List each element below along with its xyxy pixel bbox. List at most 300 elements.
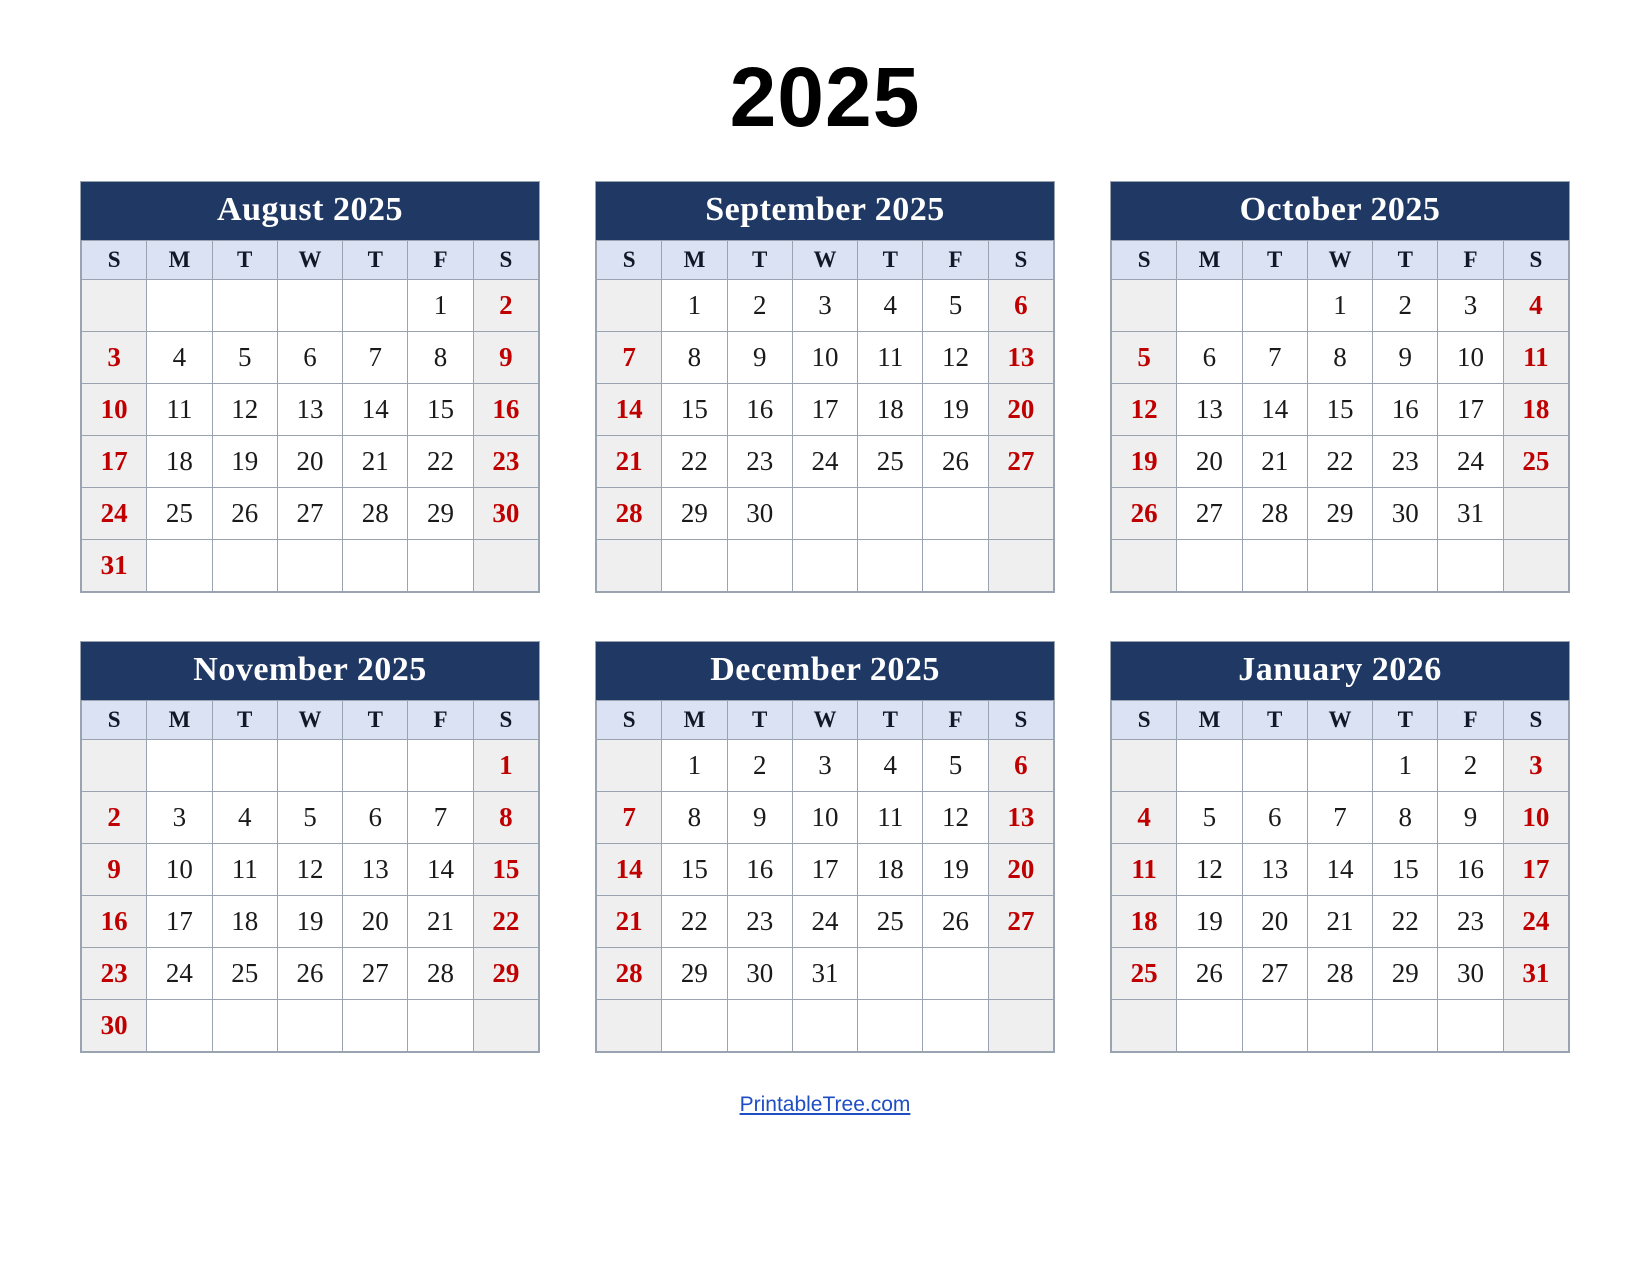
day-cell[interactable]: 11 xyxy=(858,332,923,384)
weekday-header: S xyxy=(82,241,147,280)
day-cell[interactable]: 5 xyxy=(212,332,277,384)
day-cell[interactable]: 22 xyxy=(1307,436,1372,488)
day-cell[interactable]: 30 xyxy=(473,488,538,540)
day-cell-empty xyxy=(923,948,988,1000)
week-row xyxy=(1112,896,1569,948)
day-cell[interactable]: 16 xyxy=(82,896,147,948)
day-cell[interactable]: 18 xyxy=(858,844,923,896)
day-cell[interactable]: 3 xyxy=(1503,740,1568,792)
day-cell[interactable]: 2 xyxy=(1373,280,1438,332)
day-cell[interactable]: 22 xyxy=(662,436,727,488)
day-cell[interactable]: 2 xyxy=(82,792,147,844)
day-cell[interactable]: 6 xyxy=(1177,332,1242,384)
week-row xyxy=(597,844,1054,896)
day-cell-empty xyxy=(1112,280,1177,332)
day-cell[interactable]: 9 xyxy=(727,792,792,844)
day-cell[interactable]: 28 xyxy=(408,948,473,1000)
day-cell[interactable]: 24 xyxy=(792,436,857,488)
weekday-header: T xyxy=(727,701,792,740)
day-cell[interactable]: 29 xyxy=(662,948,727,1000)
day-cell-empty xyxy=(1177,740,1242,792)
day-cell[interactable]: 20 xyxy=(988,384,1053,436)
day-cell[interactable]: 26 xyxy=(1177,948,1242,1000)
day-cell[interactable]: 8 xyxy=(1307,332,1372,384)
day-cell[interactable]: 24 xyxy=(1438,436,1503,488)
day-cell[interactable]: 26 xyxy=(277,948,342,1000)
day-cell[interactable]: 9 xyxy=(1438,792,1503,844)
month-table xyxy=(596,700,1054,1052)
day-cell-empty xyxy=(858,488,923,540)
day-cell[interactable]: 17 xyxy=(147,896,212,948)
day-cell-empty xyxy=(923,1000,988,1052)
day-cell-empty xyxy=(147,540,212,592)
day-cell[interactable]: 20 xyxy=(1242,896,1307,948)
day-cell[interactable]: 7 xyxy=(1242,332,1307,384)
day-cell[interactable]: 23 xyxy=(727,896,792,948)
day-cell[interactable]: 14 xyxy=(1242,384,1307,436)
day-cell[interactable]: 28 xyxy=(597,488,662,540)
day-cell[interactable]: 14 xyxy=(597,844,662,896)
weekday-header: T xyxy=(1373,241,1438,280)
day-cell[interactable]: 29 xyxy=(1307,488,1372,540)
day-cell[interactable]: 25 xyxy=(858,896,923,948)
day-cell-empty xyxy=(277,540,342,592)
weekday-header: S xyxy=(1503,241,1568,280)
day-cell[interactable]: 18 xyxy=(858,384,923,436)
month-table xyxy=(1111,700,1569,1052)
weekday-header-row xyxy=(597,241,1054,280)
day-cell[interactable]: 10 xyxy=(1438,332,1503,384)
day-cell[interactable]: 27 xyxy=(277,488,342,540)
weekday-header: T xyxy=(727,241,792,280)
day-cell[interactable]: 30 xyxy=(727,948,792,1000)
day-cell[interactable]: 19 xyxy=(277,896,342,948)
day-cell[interactable]: 14 xyxy=(1307,844,1372,896)
day-cell[interactable]: 1 xyxy=(1307,280,1372,332)
day-cell[interactable]: 6 xyxy=(1242,792,1307,844)
day-cell[interactable]: 5 xyxy=(923,740,988,792)
day-cell-empty xyxy=(1438,540,1503,592)
day-cell[interactable]: 10 xyxy=(792,332,857,384)
day-cell[interactable]: 11 xyxy=(1503,332,1568,384)
day-cell[interactable]: 4 xyxy=(212,792,277,844)
day-cell[interactable]: 20 xyxy=(988,844,1053,896)
day-cell-empty xyxy=(212,740,277,792)
week-row xyxy=(82,740,539,792)
day-cell[interactable]: 17 xyxy=(792,384,857,436)
weekday-header: F xyxy=(923,241,988,280)
weekday-header: W xyxy=(792,241,857,280)
week-row xyxy=(82,436,539,488)
day-cell[interactable]: 11 xyxy=(212,844,277,896)
day-cell[interactable]: 31 xyxy=(1503,948,1568,1000)
day-cell-empty xyxy=(727,540,792,592)
day-cell[interactable]: 1 xyxy=(662,740,727,792)
day-cell[interactable]: 1 xyxy=(1373,740,1438,792)
months-grid xyxy=(80,181,1570,1053)
day-cell[interactable]: 29 xyxy=(662,488,727,540)
day-cell[interactable]: 10 xyxy=(792,792,857,844)
day-cell[interactable]: 13 xyxy=(988,332,1053,384)
day-cell[interactable]: 18 xyxy=(1503,384,1568,436)
day-cell[interactable]: 26 xyxy=(212,488,277,540)
day-cell[interactable]: 25 xyxy=(212,948,277,1000)
day-cell[interactable]: 12 xyxy=(1112,384,1177,436)
day-cell-empty xyxy=(988,1000,1053,1052)
day-cell[interactable]: 17 xyxy=(1503,844,1568,896)
day-cell[interactable]: 12 xyxy=(923,792,988,844)
day-cell[interactable]: 13 xyxy=(1177,384,1242,436)
day-cell[interactable]: 22 xyxy=(408,436,473,488)
weekday-header: M xyxy=(1177,241,1242,280)
weekday-header: M xyxy=(147,701,212,740)
week-row xyxy=(1112,540,1569,592)
day-cell[interactable]: 18 xyxy=(212,896,277,948)
month-title: September 2025 xyxy=(596,182,1054,240)
day-cell[interactable]: 11 xyxy=(1112,844,1177,896)
day-cell[interactable]: 16 xyxy=(727,384,792,436)
weekday-header: T xyxy=(343,241,408,280)
week-row xyxy=(597,1000,1054,1052)
day-cell[interactable]: 18 xyxy=(147,436,212,488)
day-cell[interactable]: 15 xyxy=(408,384,473,436)
weekday-header: W xyxy=(1307,241,1372,280)
week-row xyxy=(1112,488,1569,540)
week-row xyxy=(597,436,1054,488)
day-cell[interactable]: 1 xyxy=(662,280,727,332)
week-row xyxy=(597,896,1054,948)
day-cell[interactable]: 29 xyxy=(1373,948,1438,1000)
day-cell[interactable]: 20 xyxy=(343,896,408,948)
day-cell[interactable]: 18 xyxy=(1112,896,1177,948)
day-cell[interactable]: 24 xyxy=(82,488,147,540)
weekday-header-row xyxy=(82,701,539,740)
day-cell[interactable]: 1 xyxy=(473,740,538,792)
day-cell-empty xyxy=(408,1000,473,1052)
day-cell[interactable]: 29 xyxy=(408,488,473,540)
day-cell[interactable]: 4 xyxy=(147,332,212,384)
weekday-header: T xyxy=(343,701,408,740)
day-cell[interactable]: 23 xyxy=(473,436,538,488)
month-block xyxy=(1110,181,1570,593)
week-row xyxy=(597,488,1054,540)
day-cell-empty xyxy=(343,740,408,792)
day-cell[interactable]: 3 xyxy=(792,740,857,792)
day-cell[interactable]: 13 xyxy=(988,792,1053,844)
week-row xyxy=(1112,740,1569,792)
day-cell[interactable]: 8 xyxy=(408,332,473,384)
day-cell[interactable]: 8 xyxy=(662,792,727,844)
day-cell[interactable]: 19 xyxy=(1177,896,1242,948)
day-cell[interactable]: 9 xyxy=(473,332,538,384)
day-cell-empty xyxy=(858,948,923,1000)
day-cell[interactable]: 27 xyxy=(1177,488,1242,540)
weekday-header: S xyxy=(988,701,1053,740)
day-cell-empty xyxy=(792,540,857,592)
day-cell[interactable]: 13 xyxy=(343,844,408,896)
day-cell-empty xyxy=(727,1000,792,1052)
day-cell[interactable]: 7 xyxy=(1307,792,1372,844)
day-cell[interactable]: 11 xyxy=(858,792,923,844)
day-cell-empty xyxy=(147,1000,212,1052)
weekday-header: F xyxy=(1438,241,1503,280)
day-cell-empty xyxy=(408,740,473,792)
day-cell[interactable]: 28 xyxy=(597,948,662,1000)
day-cell[interactable]: 9 xyxy=(82,844,147,896)
day-cell[interactable]: 26 xyxy=(923,896,988,948)
day-cell[interactable]: 5 xyxy=(277,792,342,844)
day-cell[interactable]: 19 xyxy=(1112,436,1177,488)
day-cell[interactable]: 15 xyxy=(1307,384,1372,436)
weekday-header: S xyxy=(988,241,1053,280)
day-cell[interactable]: 6 xyxy=(277,332,342,384)
day-cell[interactable]: 4 xyxy=(1503,280,1568,332)
month-table xyxy=(596,240,1054,592)
day-cell[interactable]: 19 xyxy=(212,436,277,488)
day-cell[interactable]: 15 xyxy=(1373,844,1438,896)
day-cell[interactable]: 21 xyxy=(597,436,662,488)
weekday-header: S xyxy=(597,701,662,740)
day-cell[interactable]: 23 xyxy=(727,436,792,488)
week-row xyxy=(82,384,539,436)
day-cell[interactable]: 31 xyxy=(82,540,147,592)
footer xyxy=(740,1093,911,1117)
day-cell[interactable]: 21 xyxy=(597,896,662,948)
day-cell-empty xyxy=(1242,280,1307,332)
day-cell[interactable]: 25 xyxy=(1112,948,1177,1000)
day-cell-empty xyxy=(1503,540,1568,592)
day-cell[interactable]: 3 xyxy=(1438,280,1503,332)
day-cell[interactable]: 20 xyxy=(1177,436,1242,488)
day-cell[interactable]: 17 xyxy=(82,436,147,488)
day-cell-empty xyxy=(923,540,988,592)
week-row xyxy=(1112,792,1569,844)
day-cell[interactable]: 9 xyxy=(727,332,792,384)
day-cell-empty xyxy=(1307,1000,1372,1052)
week-row xyxy=(82,332,539,384)
day-cell[interactable]: 15 xyxy=(473,844,538,896)
day-cell[interactable]: 12 xyxy=(923,332,988,384)
day-cell[interactable]: 7 xyxy=(597,332,662,384)
day-cell[interactable]: 12 xyxy=(277,844,342,896)
weekday-header-row xyxy=(82,241,539,280)
week-row xyxy=(82,948,539,1000)
day-cell[interactable]: 7 xyxy=(343,332,408,384)
day-cell-empty xyxy=(1242,1000,1307,1052)
weekday-header: S xyxy=(473,241,538,280)
day-cell[interactable]: 16 xyxy=(727,844,792,896)
day-cell[interactable]: 30 xyxy=(1373,488,1438,540)
day-cell[interactable]: 16 xyxy=(1438,844,1503,896)
day-cell-empty xyxy=(1112,1000,1177,1052)
day-cell-empty xyxy=(212,1000,277,1052)
day-cell[interactable]: 15 xyxy=(662,384,727,436)
day-cell[interactable]: 16 xyxy=(1373,384,1438,436)
week-row xyxy=(1112,948,1569,1000)
day-cell[interactable]: 7 xyxy=(597,792,662,844)
day-cell[interactable]: 2 xyxy=(727,280,792,332)
day-cell[interactable]: 26 xyxy=(923,436,988,488)
day-cell[interactable]: 27 xyxy=(1242,948,1307,1000)
weekday-header: S xyxy=(1112,241,1177,280)
day-cell[interactable]: 22 xyxy=(662,896,727,948)
day-cell[interactable]: 8 xyxy=(473,792,538,844)
weekday-header: S xyxy=(597,241,662,280)
day-cell[interactable]: 17 xyxy=(1438,384,1503,436)
weekday-header: M xyxy=(147,241,212,280)
week-row xyxy=(1112,436,1569,488)
day-cell-empty xyxy=(858,1000,923,1052)
day-cell[interactable]: 28 xyxy=(1242,488,1307,540)
day-cell[interactable]: 13 xyxy=(277,384,342,436)
printabletree-link[interactable]: PrintableTree.com xyxy=(739,1093,911,1116)
day-cell[interactable]: 21 xyxy=(343,436,408,488)
month-table xyxy=(1111,240,1569,592)
day-cell[interactable]: 27 xyxy=(988,896,1053,948)
day-cell[interactable]: 30 xyxy=(82,1000,147,1052)
day-cell-empty xyxy=(1112,540,1177,592)
day-cell[interactable]: 24 xyxy=(147,948,212,1000)
day-cell-empty xyxy=(1177,1000,1242,1052)
day-cell[interactable]: 12 xyxy=(212,384,277,436)
weekday-header: F xyxy=(1438,701,1503,740)
weekday-header: T xyxy=(1242,241,1307,280)
day-cell[interactable]: 6 xyxy=(988,740,1053,792)
day-cell[interactable]: 5 xyxy=(1177,792,1242,844)
day-cell[interactable]: 22 xyxy=(1373,896,1438,948)
day-cell[interactable]: 14 xyxy=(343,384,408,436)
day-cell[interactable]: 19 xyxy=(923,384,988,436)
day-cell-empty xyxy=(1438,1000,1503,1052)
day-cell[interactable]: 2 xyxy=(1438,740,1503,792)
weekday-header: M xyxy=(662,701,727,740)
weekday-header: F xyxy=(408,241,473,280)
day-cell[interactable]: 3 xyxy=(147,792,212,844)
day-cell[interactable]: 21 xyxy=(408,896,473,948)
day-cell[interactable]: 23 xyxy=(1373,436,1438,488)
day-cell[interactable]: 11 xyxy=(147,384,212,436)
day-cell-empty xyxy=(1177,280,1242,332)
day-cell[interactable]: 10 xyxy=(82,384,147,436)
day-cell[interactable]: 13 xyxy=(1242,844,1307,896)
week-row xyxy=(82,1000,539,1052)
day-cell-empty xyxy=(792,1000,857,1052)
day-cell-empty xyxy=(277,280,342,332)
day-cell-empty xyxy=(1242,540,1307,592)
day-cell[interactable]: 28 xyxy=(1307,948,1372,1000)
day-cell[interactable]: 10 xyxy=(147,844,212,896)
day-cell[interactable]: 23 xyxy=(1438,896,1503,948)
day-cell[interactable]: 30 xyxy=(1438,948,1503,1000)
day-cell[interactable]: 5 xyxy=(1112,332,1177,384)
day-cell-empty xyxy=(1242,740,1307,792)
week-row xyxy=(597,792,1054,844)
day-cell[interactable]: 6 xyxy=(988,280,1053,332)
day-cell[interactable]: 12 xyxy=(1177,844,1242,896)
day-cell-empty xyxy=(1307,740,1372,792)
day-cell[interactable]: 14 xyxy=(597,384,662,436)
day-cell[interactable]: 24 xyxy=(1503,896,1568,948)
day-cell[interactable]: 31 xyxy=(792,948,857,1000)
week-row xyxy=(597,332,1054,384)
day-cell[interactable]: 25 xyxy=(147,488,212,540)
day-cell[interactable]: 25 xyxy=(1503,436,1568,488)
day-cell[interactable]: 31 xyxy=(1438,488,1503,540)
day-cell[interactable]: 26 xyxy=(1112,488,1177,540)
weekday-header: T xyxy=(1242,701,1307,740)
weekday-header: T xyxy=(858,701,923,740)
day-cell[interactable]: 5 xyxy=(923,280,988,332)
day-cell-empty xyxy=(1503,488,1568,540)
weekday-header: T xyxy=(1373,701,1438,740)
day-cell[interactable]: 3 xyxy=(792,280,857,332)
day-cell[interactable]: 19 xyxy=(923,844,988,896)
day-cell[interactable]: 21 xyxy=(1242,436,1307,488)
day-cell[interactable]: 25 xyxy=(858,436,923,488)
day-cell[interactable]: 3 xyxy=(82,332,147,384)
day-cell[interactable]: 10 xyxy=(1503,792,1568,844)
day-cell[interactable]: 23 xyxy=(82,948,147,1000)
day-cell[interactable]: 4 xyxy=(1112,792,1177,844)
month-title: December 2025 xyxy=(596,642,1054,700)
weekday-header: F xyxy=(408,701,473,740)
day-cell[interactable]: 24 xyxy=(792,896,857,948)
month-title: January 2026 xyxy=(1111,642,1569,700)
day-cell[interactable]: 6 xyxy=(343,792,408,844)
day-cell[interactable]: 22 xyxy=(473,896,538,948)
day-cell[interactable]: 28 xyxy=(343,488,408,540)
weekday-header: F xyxy=(923,701,988,740)
day-cell[interactable]: 15 xyxy=(662,844,727,896)
day-cell[interactable]: 1 xyxy=(408,280,473,332)
day-cell[interactable]: 16 xyxy=(473,384,538,436)
day-cell[interactable]: 4 xyxy=(858,740,923,792)
day-cell[interactable]: 30 xyxy=(727,488,792,540)
day-cell-empty xyxy=(1373,540,1438,592)
day-cell[interactable]: 21 xyxy=(1307,896,1372,948)
month-block xyxy=(80,181,540,593)
day-cell[interactable]: 14 xyxy=(408,844,473,896)
day-cell-empty xyxy=(597,280,662,332)
week-row xyxy=(82,844,539,896)
day-cell-empty xyxy=(662,1000,727,1052)
day-cell[interactable]: 7 xyxy=(408,792,473,844)
weekday-header: W xyxy=(277,241,342,280)
day-cell-empty xyxy=(988,488,1053,540)
day-cell-empty xyxy=(82,280,147,332)
day-cell[interactable]: 29 xyxy=(473,948,538,1000)
week-row xyxy=(82,540,539,592)
day-cell[interactable]: 17 xyxy=(792,844,857,896)
weekday-header-row xyxy=(1112,701,1569,740)
weekday-header: S xyxy=(1503,701,1568,740)
day-cell[interactable]: 9 xyxy=(1373,332,1438,384)
day-cell-empty xyxy=(343,1000,408,1052)
month-table xyxy=(81,240,539,592)
month-block xyxy=(80,641,540,1053)
weekday-header: W xyxy=(792,701,857,740)
day-cell[interactable]: 8 xyxy=(662,332,727,384)
day-cell[interactable]: 8 xyxy=(1373,792,1438,844)
day-cell[interactable]: 27 xyxy=(988,436,1053,488)
day-cell[interactable]: 2 xyxy=(473,280,538,332)
day-cell[interactable]: 20 xyxy=(277,436,342,488)
day-cell[interactable]: 2 xyxy=(727,740,792,792)
day-cell-empty xyxy=(343,280,408,332)
day-cell[interactable]: 4 xyxy=(858,280,923,332)
day-cell-empty xyxy=(923,488,988,540)
day-cell[interactable]: 27 xyxy=(343,948,408,1000)
